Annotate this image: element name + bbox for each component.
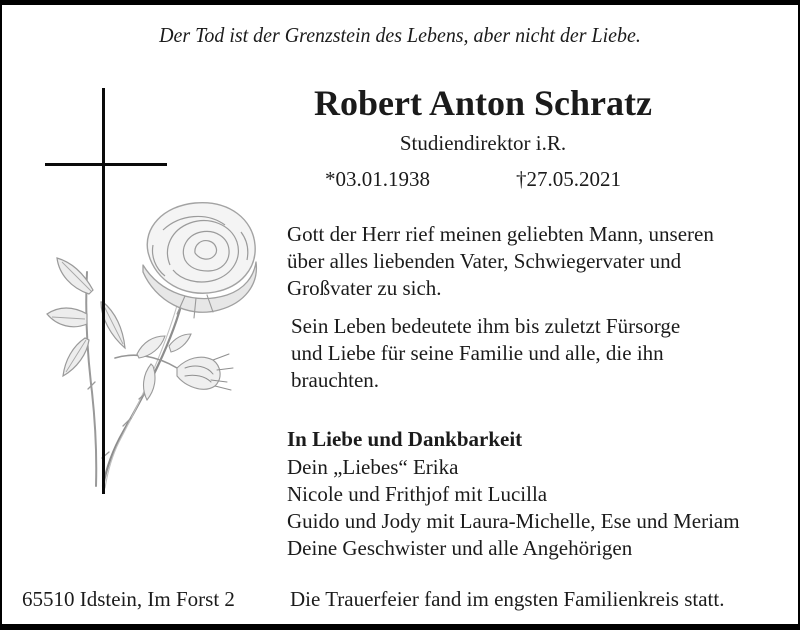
paragraph-line: und Liebe für seine Familie und alle, die ihn <box>291 341 664 365</box>
mourner-line: Dein „Liebes“ Erika <box>287 455 459 479</box>
deceased-name: Robert Anton Schratz <box>314 83 652 123</box>
cross-horizontal-bar <box>45 163 167 166</box>
mourner-line: Nicole und Frithjof mit Lucilla <box>287 482 548 506</box>
paragraph-line: Großvater zu sich. <box>287 276 442 300</box>
body-paragraph-1 <box>287 221 714 302</box>
farewell-heading: In Liebe und Dankbarkeit <box>287 427 523 451</box>
paragraph-line: Sein Leben bedeutete ihm bis zuletzt Fürsorge <box>291 314 681 338</box>
mourner-line: Deine Geschwister und alle Angehörigen <box>287 536 633 560</box>
epigraph-quote: Der Tod ist der Grenzstein des Lebens, aber nicht der Liebe. <box>159 23 641 47</box>
paragraph-line: Gott der Herr rief meinen geliebten Mann, unseren <box>287 222 714 246</box>
birth-date: *03.01.1938 <box>325 167 430 191</box>
paragraph-line: über alles liebenden Vater, Schwiegervater und <box>287 249 682 273</box>
deceased-title: Studiendirektor i.R. <box>399 131 567 155</box>
funeral-note: Die Trauerfeier fand im engsten Familienkreis statt. <box>290 587 725 611</box>
mourner-line: Guido und Jody mit Laura-Michelle, Ese und Meriam <box>287 509 740 533</box>
rose-sketch-icon <box>35 190 265 500</box>
paragraph-line: brauchten. <box>291 368 380 392</box>
address-text: 65510 Idstein, Im Forst 2 <box>22 587 235 611</box>
body-paragraph-2 <box>291 313 680 394</box>
cross-vertical-bar <box>102 88 105 494</box>
mourners-list <box>287 454 740 562</box>
death-date: †27.05.2021 <box>516 167 621 191</box>
